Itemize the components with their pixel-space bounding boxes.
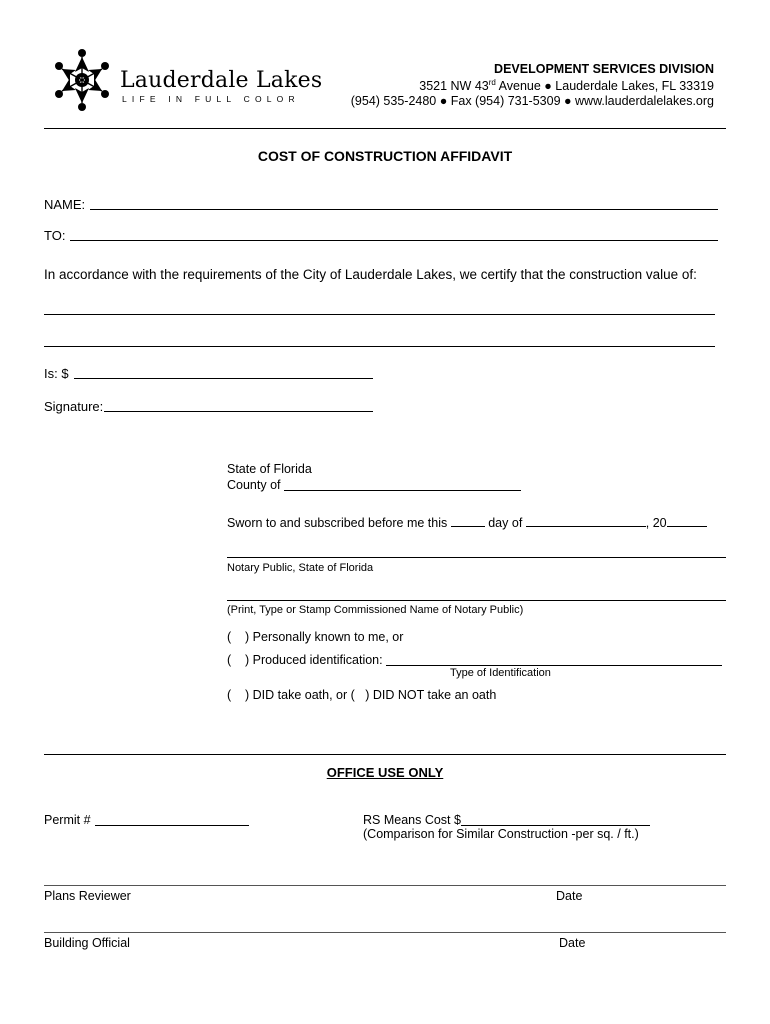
signature-label: Signature: [44, 399, 104, 414]
address-ordinal: rd [488, 78, 496, 87]
paren-close: ) [245, 688, 250, 702]
oath-option[interactable] [227, 688, 496, 702]
county-field[interactable] [284, 490, 521, 491]
to-field[interactable] [70, 240, 718, 241]
did-take-oath-checkbox[interactable] [227, 688, 245, 702]
did-not-take-oath-label: ) DID NOT take an oath [365, 688, 497, 702]
notary-public-label: Notary Public, State of Florida [227, 562, 374, 574]
did-take-oath-label: DID take oath, or ( [252, 688, 355, 702]
office-use-divider [44, 754, 726, 755]
header-divider [44, 128, 726, 129]
identification-type-field[interactable] [386, 665, 722, 666]
paren-close: ) [245, 653, 250, 667]
rs-means-comparison-note: (Comparison for Similar Construction -per sq. / ft.) [363, 827, 639, 841]
paren-open: ( [227, 688, 232, 702]
form-title: COST OF CONSTRUCTION AFFIDAVIT [257, 148, 513, 164]
paren-close: ) [245, 630, 250, 644]
rs-means-label: RS Means Cost $ [363, 813, 461, 827]
produced-id-label: Produced identification: [252, 653, 383, 667]
to-label: TO: [44, 228, 66, 243]
notary-state: State of Florida [227, 462, 312, 476]
type-of-identification-label: Type of Identification [450, 667, 551, 679]
is-amount-field[interactable] [74, 378, 373, 379]
signature-field[interactable] [104, 411, 373, 412]
sworn-statement [227, 514, 707, 530]
construction-value-line-1[interactable] [44, 314, 715, 315]
sworn-text-2: day of [488, 516, 523, 530]
notary-county-label: County of [227, 478, 281, 492]
division-contact: (954) 535-2480 ● Fax (954) 731-5309 ● www.lauderdalelakes.org [350, 94, 714, 108]
permit-label: Permit # [44, 813, 91, 827]
notary-name-line[interactable] [227, 600, 726, 601]
plans-reviewer-label: Plans Reviewer [44, 889, 131, 903]
address-street: 3521 NW 43 [419, 79, 489, 94]
plans-reviewer-date-label: Date [556, 889, 583, 903]
sworn-text-1: Sworn to and subscribed before me this [227, 516, 448, 530]
division-title: DEVELOPMENT SERVICES DIVISION [494, 62, 714, 76]
logo-name: Lauderdale Lakes [120, 68, 323, 93]
personally-known-option[interactable] [227, 630, 403, 644]
sworn-month-field[interactable] [526, 514, 646, 527]
name-label: NAME: [44, 197, 86, 212]
personally-known-label: Personally known to me, or [252, 630, 404, 644]
logo [50, 48, 323, 112]
paren-open: ( [227, 653, 232, 667]
sworn-year-field[interactable] [667, 514, 707, 527]
building-official-line[interactable] [44, 932, 726, 933]
office-use-title: OFFICE USE ONLY [326, 765, 444, 780]
plans-reviewer-line[interactable] [44, 885, 726, 886]
notary-print-name-label: (Print, Type or Stamp Commissioned Name of Notary Public) [227, 604, 524, 616]
lauderdale-lakes-star-emblem-icon [50, 48, 114, 112]
notary-public-signature-line[interactable] [227, 557, 726, 558]
name-field[interactable] [90, 209, 718, 210]
paren-open: ( [227, 630, 232, 644]
produced-id-checkbox[interactable] [227, 653, 245, 667]
construction-value-line-2[interactable] [44, 346, 715, 347]
is-amount-label: Is: $ [44, 366, 69, 381]
personally-known-checkbox[interactable] [227, 630, 245, 644]
building-official-date-label: Date [559, 936, 586, 950]
building-official-label: Building Official [44, 936, 130, 950]
logo-tagline: LIFE IN FULL COLOR [122, 94, 300, 104]
sworn-text-3: , 20 [645, 516, 667, 530]
permit-field[interactable] [95, 825, 249, 826]
produced-id-option[interactable] [227, 653, 383, 667]
address-city: Avenue ● Lauderdale Lakes, FL 33319 [495, 79, 714, 94]
certification-statement: In accordance with the requirements of the City of Lauderdale Lakes, we certify that the construction value of: [44, 267, 697, 282]
division-address [419, 78, 714, 93]
sworn-day-field[interactable] [451, 514, 485, 527]
rs-means-field[interactable] [461, 825, 650, 826]
